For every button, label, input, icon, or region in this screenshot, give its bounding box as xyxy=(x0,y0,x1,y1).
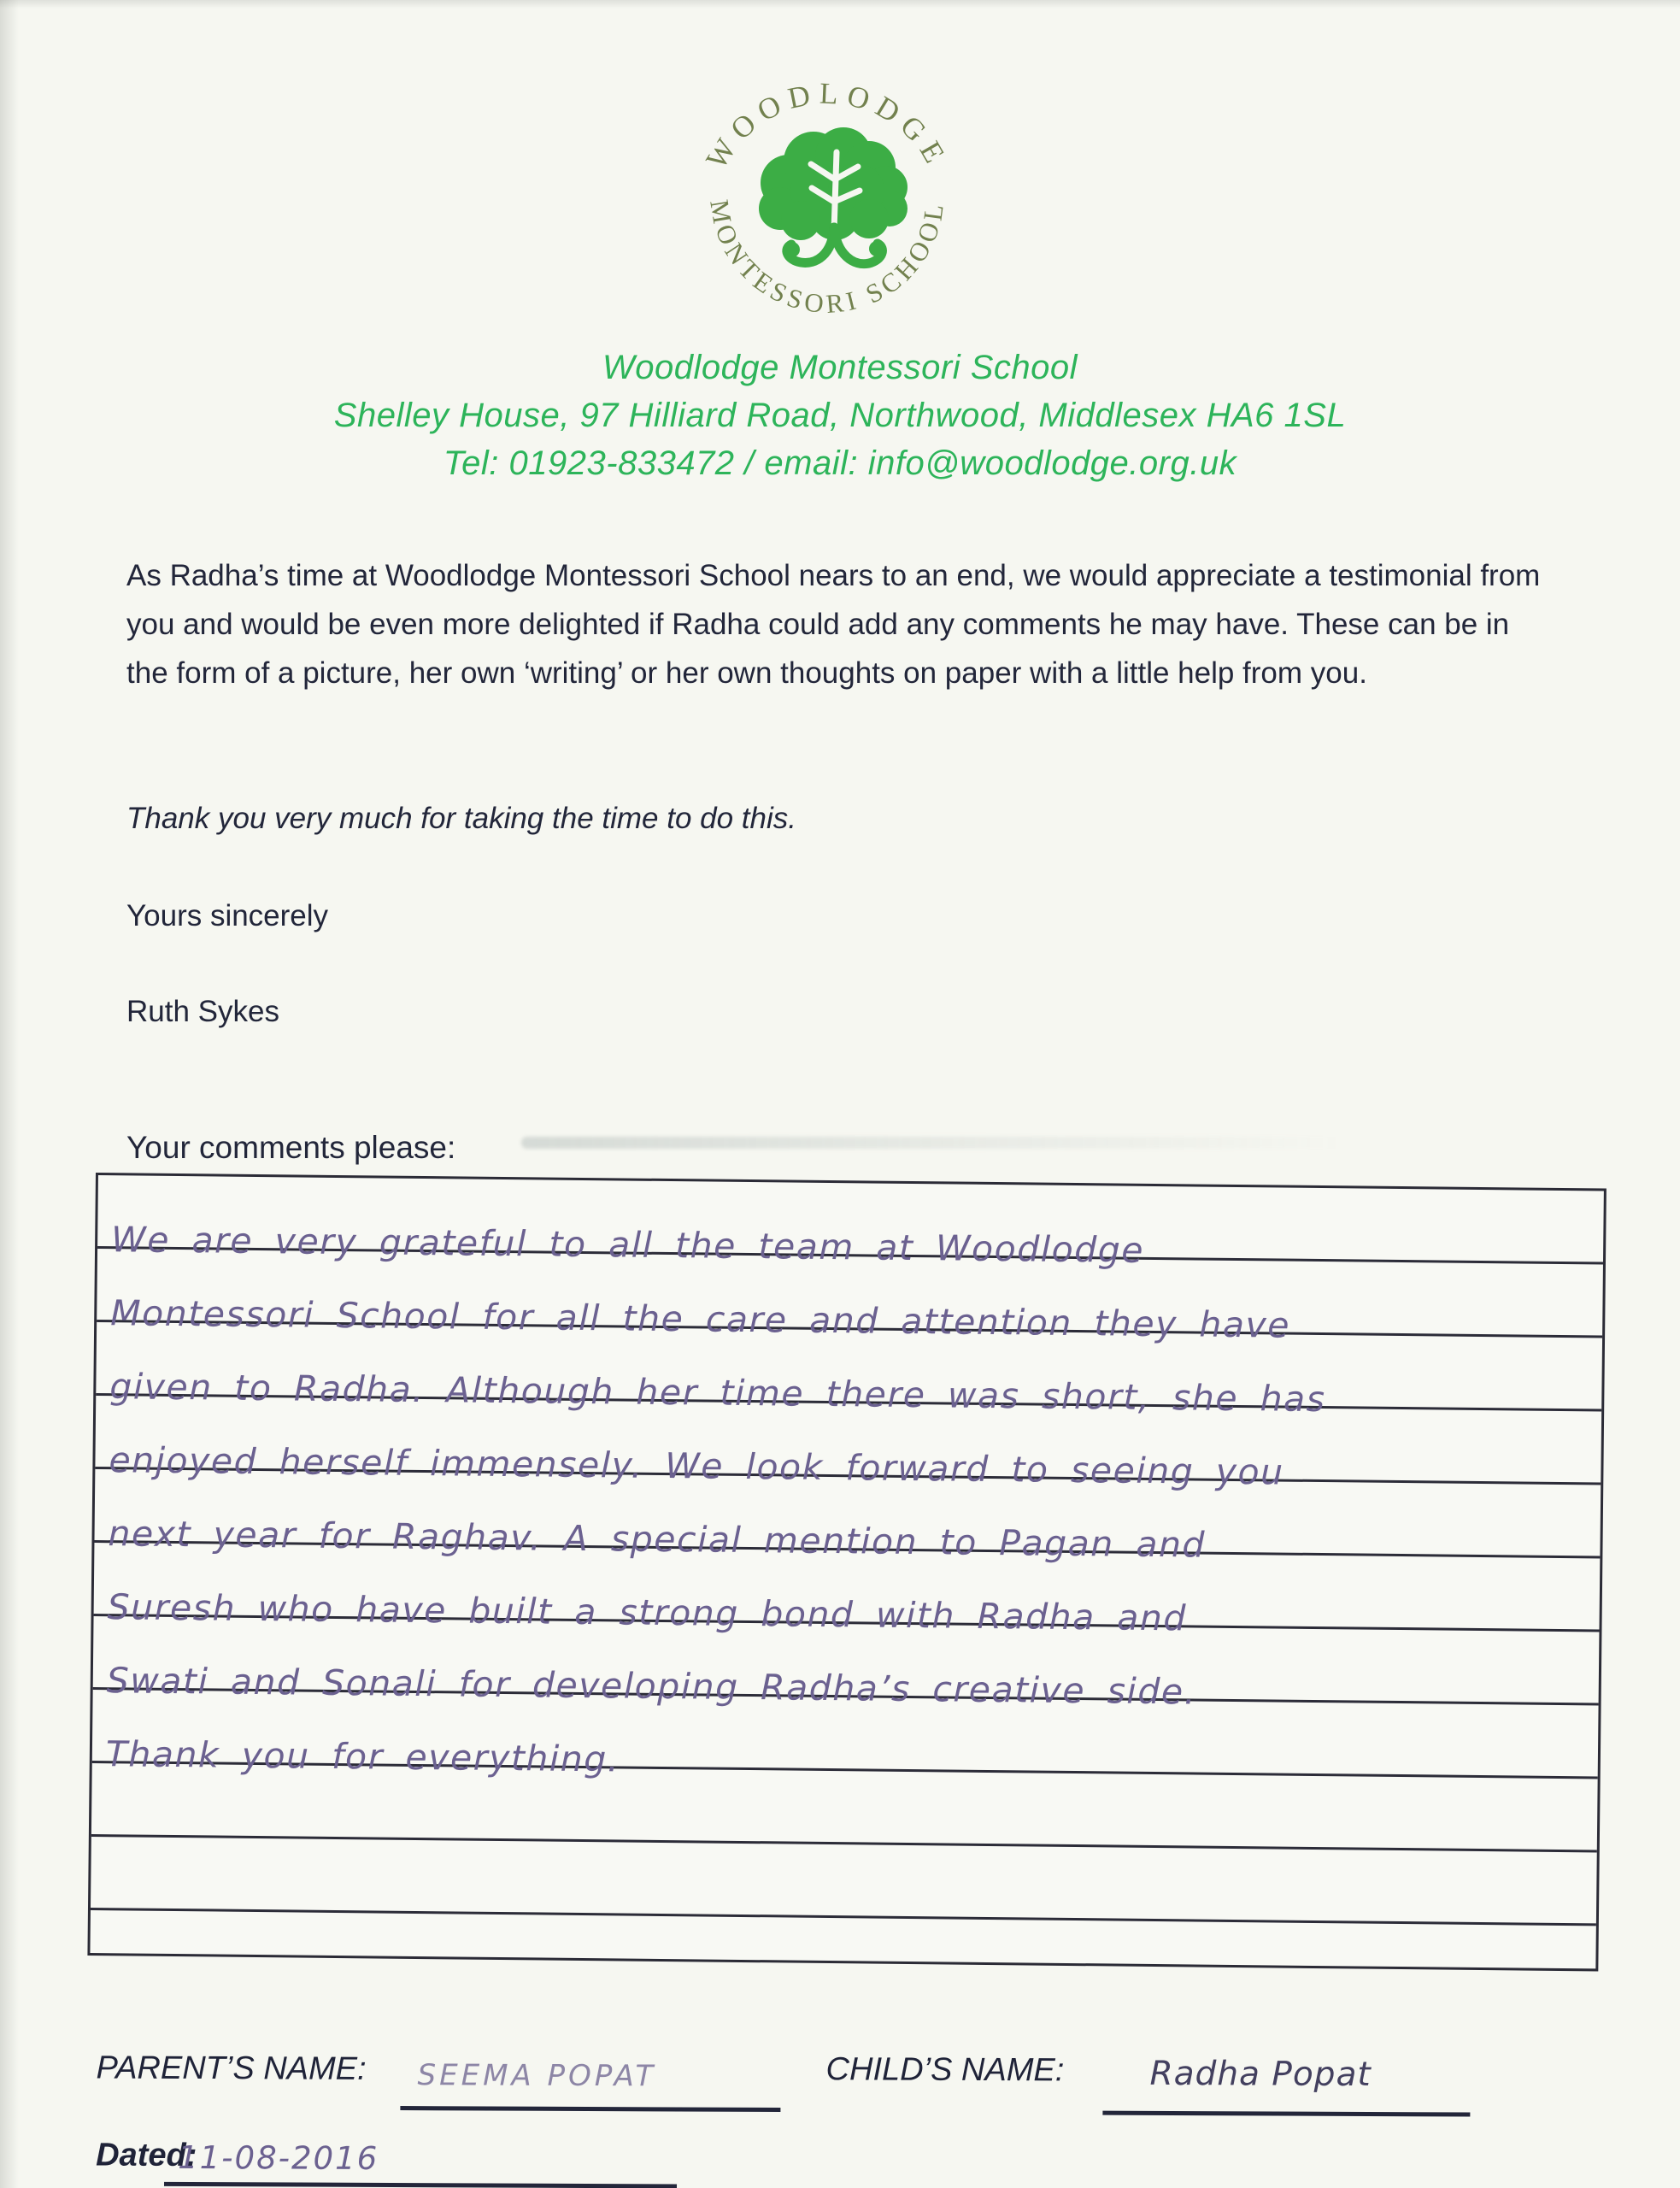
letter-paragraph: As Radha’s time at Woodlodge Montessori School nears to an end, we would appreciate a testimonial from you and would be even more delighted if Radha could add any comments he may have. These can be in the form of a picture, her own ‘writing’ or her own thoughts on paper with a little help from you. xyxy=(126,559,1541,690)
logo-arc-top-text: WOODLODGE xyxy=(699,76,955,175)
school-name: Woodlodge Montessori School xyxy=(602,349,1078,386)
dated-underline xyxy=(164,2182,677,2188)
school-contact: Tel: 01923-833472 / email: info@woodlodge.org.uk xyxy=(443,444,1237,482)
parent-name-label: PARENT’S NAME: xyxy=(96,2050,367,2087)
thanks-line: Thank you very much for taking the time to do this. xyxy=(126,802,796,835)
child-name-label: CHILD’S NAME: xyxy=(825,2051,1065,2089)
handwritten-text: Montessori School for all the care and attention they have xyxy=(110,1292,1291,1346)
closing-line: Yours sincerely xyxy=(126,899,329,932)
dated-label: Dated: xyxy=(96,2137,197,2174)
child-name-value: Radha Popat xyxy=(1149,2054,1372,2095)
school-address: Shelley House, 97 Hilliard Road, Northwood, Middlesex HA6 1SL xyxy=(333,397,1347,434)
handwritten-text: next year for Raghav. A special mention to Pagan and xyxy=(108,1513,1207,1566)
comments-label: Your comments please: xyxy=(126,1130,456,1165)
logo-arc-bottom-text: MONTESSORI SCHOOL xyxy=(704,197,950,320)
parent-name-underline xyxy=(400,2106,780,2112)
parent-name-value: SEEMA POPAT xyxy=(417,2058,657,2094)
signature-name: Ruth Sykes xyxy=(126,995,279,1028)
handwritten-text: We are very grateful to all the team at Woodlodge xyxy=(110,1219,1145,1271)
child-name-underline xyxy=(1102,2111,1470,2117)
handwritten-text: enjoyed herself immensely. We look forward to seeing you xyxy=(109,1439,1284,1493)
handwritten-text: Suresh who have built a strong bond with Radha and xyxy=(107,1586,1188,1639)
handwritten-text: Thank you for everything. xyxy=(105,1733,620,1780)
handwritten-text: Swati and Sonali for developing Radha’s creative side. xyxy=(106,1660,1197,1713)
handwritten-text: given to Radha. Although her time there was short, she has xyxy=(109,1366,1326,1420)
dated-value: 11-08-2016 xyxy=(178,2138,379,2177)
